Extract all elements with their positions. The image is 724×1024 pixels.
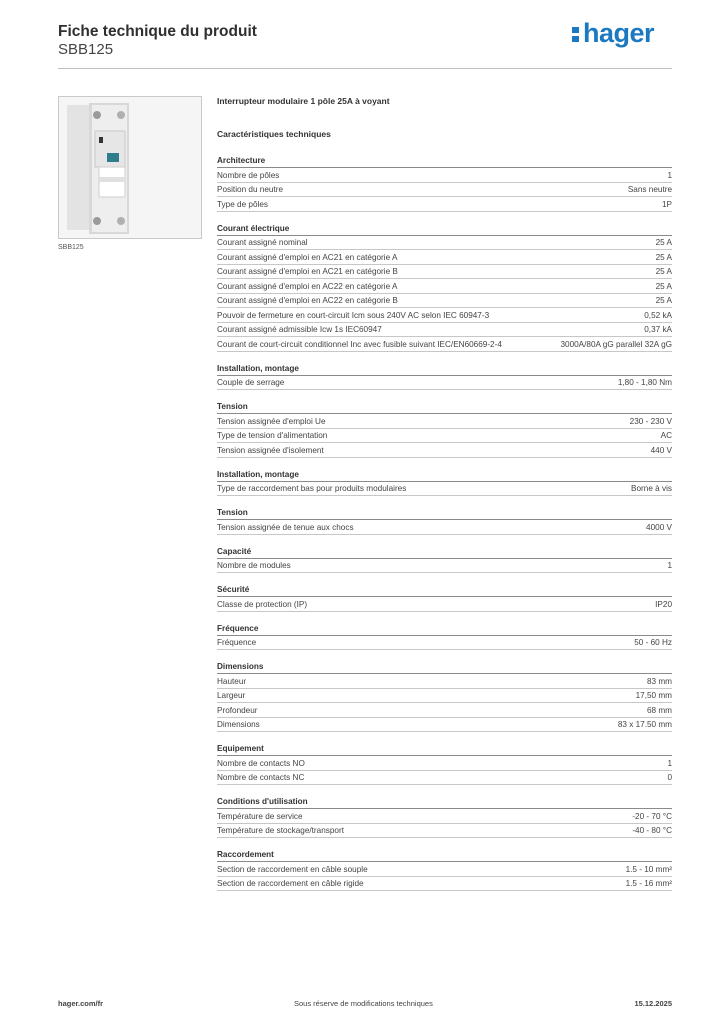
spec-value: 1P — [661, 199, 672, 209]
spec-row — [217, 689, 672, 704]
spec-label: Section de raccordement en câble rigide — [217, 879, 364, 888]
section-title: Architecture — [217, 154, 672, 168]
spec-section — [217, 545, 672, 574]
spec-row — [217, 809, 672, 824]
spec-row — [217, 414, 672, 429]
product-description: Interrupteur modulaire 1 pôle 25A à voyant — [217, 96, 390, 106]
header-divider — [58, 68, 672, 69]
spec-label: Dimensions — [217, 720, 260, 729]
spec-row — [217, 265, 672, 280]
spec-label: Nombre de pôles — [217, 170, 280, 180]
modular-switch-image — [59, 97, 201, 238]
section-title: Courant électrique — [217, 222, 672, 236]
spec-value: AC — [660, 431, 672, 440]
spec-value: 0,52 kA — [644, 310, 672, 320]
spec-label: Température de stockage/transport — [217, 826, 344, 835]
spec-row — [217, 824, 672, 839]
spec-value: 25 A — [655, 238, 672, 247]
spec-value: 50 - 60 Hz — [634, 638, 672, 647]
spec-row — [217, 674, 672, 689]
spec-row — [217, 308, 672, 323]
section-title: Installation, montage — [217, 468, 672, 482]
spec-section — [217, 583, 672, 612]
spec-label: Profondeur — [217, 705, 258, 715]
spec-label: Nombre de contacts NC — [217, 773, 305, 782]
spec-label: Tension assignée d'emploi Ue — [217, 416, 326, 426]
section-title: Fréquence — [217, 622, 672, 636]
section-title: Sécurité — [217, 583, 672, 597]
section-title: Equipement — [217, 742, 672, 756]
hager-logo — [570, 18, 654, 49]
spec-section — [217, 506, 672, 535]
spec-value: 0 — [667, 773, 672, 782]
spec-value: 17,50 mm — [635, 691, 672, 700]
spec-label: Nombre de contacts NO — [217, 758, 305, 768]
logo-text: hager — [582, 18, 654, 48]
spec-value: 3000A/80A gG parallel 32A gG — [560, 339, 672, 349]
spec-section — [217, 660, 672, 732]
section-title: Dimensions — [217, 660, 672, 674]
spec-value: 440 V — [650, 445, 672, 455]
spec-value: 25 A — [655, 267, 672, 276]
spec-value: 1.5 - 16 mm² — [625, 879, 672, 888]
spec-label: Couple de serrage — [217, 378, 285, 387]
spec-value: IP20 — [655, 599, 672, 609]
section-title: Installation, montage — [217, 362, 672, 376]
spec-row — [217, 559, 672, 574]
footer-notice: Sous réserve de modifications techniques — [294, 999, 433, 1008]
spec-section — [217, 622, 672, 651]
page-header — [58, 22, 257, 59]
section-title: Conditions d'utilisation — [217, 795, 672, 809]
spec-section — [217, 222, 672, 352]
spec-value: 0,37 kA — [644, 325, 672, 334]
spec-row — [217, 482, 672, 497]
spec-label: Classe de protection (IP) — [217, 599, 308, 609]
section-title: Capacité — [217, 545, 672, 559]
spec-label: Pouvoir de fermeture en court-circuit Icm sous 240V AC selon IEC 60947-3 — [217, 310, 490, 320]
spec-heading: Caractéristiques techniques — [217, 129, 331, 139]
spec-value: -20 - 70 °C — [632, 811, 672, 821]
spec-row — [217, 294, 672, 309]
product-reference: SBB125 — [58, 41, 114, 58]
page-title: Fiche technique du produit — [58, 23, 257, 40]
spec-row — [217, 337, 672, 352]
spec-label: Tension assignée d'isolement — [217, 445, 324, 455]
spec-row — [217, 376, 672, 391]
spec-row — [217, 756, 672, 771]
spec-section — [217, 400, 672, 458]
logo-dots-icon — [570, 22, 582, 44]
footer-date: 15.12.2025 — [634, 999, 672, 1008]
spec-row — [217, 236, 672, 251]
spec-value: 83 mm — [646, 676, 672, 686]
spec-label: Courant assigné d'emploi en AC22 en catégorie B — [217, 296, 398, 305]
spec-label: Position du neutre — [217, 185, 283, 194]
spec-row — [217, 597, 672, 612]
spec-value: 25 A — [655, 252, 672, 262]
spec-value: Borne à vis — [631, 484, 672, 493]
spec-row — [217, 862, 672, 877]
spec-label: Tension assignée de tenue aux chocs — [217, 522, 354, 532]
spec-label: Section de raccordement en câble souple — [217, 864, 368, 874]
section-title: Tension — [217, 400, 672, 414]
spec-row — [217, 250, 672, 265]
spec-row — [217, 168, 672, 183]
spec-row — [217, 429, 672, 444]
spec-value: 1.5 - 10 mm² — [625, 864, 672, 874]
spec-content — [217, 96, 672, 901]
spec-value: 1,80 - 1,80 Nm — [617, 378, 672, 387]
spec-section — [217, 848, 672, 891]
spec-label: Type de tension d'alimentation — [217, 431, 328, 440]
section-title: Tension — [217, 506, 672, 520]
spec-label: Température de service — [217, 811, 303, 821]
spec-value: 68 mm — [646, 705, 672, 715]
spec-row — [217, 443, 672, 458]
spec-row — [217, 197, 672, 212]
spec-section — [217, 468, 672, 497]
spec-label: Largeur — [217, 691, 246, 700]
section-title: Raccordement — [217, 848, 672, 862]
spec-value: 1 — [667, 561, 672, 570]
spec-label: Fréquence — [217, 638, 257, 647]
spec-value: 1 — [667, 758, 672, 768]
spec-label: Type de pôles — [217, 199, 268, 209]
spec-value: -40 - 80 °C — [632, 826, 672, 835]
spec-section — [217, 362, 672, 391]
spec-label: Courant assigné nominal — [217, 238, 308, 247]
spec-label: Courant assigné d'emploi en AC22 en catégorie A — [217, 281, 398, 291]
spec-row — [217, 520, 672, 535]
spec-row — [217, 279, 672, 294]
spec-value: 1 — [667, 170, 672, 180]
spec-value: Sans neutre — [627, 185, 672, 194]
spec-label: Courant assigné d'emploi en AC21 en catégorie A — [217, 252, 398, 262]
spec-row — [217, 703, 672, 718]
spec-section — [217, 742, 672, 785]
spec-label: Hauteur — [217, 676, 247, 686]
spec-row — [217, 771, 672, 786]
product-image — [58, 96, 202, 239]
spec-sections — [217, 154, 672, 891]
footer-website-link[interactable]: hager.com/fr — [58, 999, 104, 1008]
spec-label: Courant de court-circuit conditionnel Inc avec fusible suivant IEC/EN60669-2-4 — [217, 339, 502, 349]
spec-row — [217, 323, 672, 338]
spec-row — [217, 877, 672, 892]
spec-value: 230 - 230 V — [629, 416, 672, 426]
spec-value: 25 A — [655, 281, 672, 291]
spec-label: Courant assigné d'emploi en AC21 en catégorie B — [217, 267, 398, 276]
spec-value: 83 x 17.50 mm — [617, 720, 672, 729]
spec-label: Nombre de modules — [217, 561, 291, 570]
spec-row — [217, 718, 672, 733]
spec-label: Courant assigné admissible Icw 1s IEC60947 — [217, 325, 382, 334]
image-caption: SBB125 — [58, 244, 84, 251]
spec-section — [217, 154, 672, 212]
spec-label: Type de raccordement bas pour produits modulaires — [217, 484, 407, 493]
spec-value: 4000 V — [646, 522, 672, 532]
spec-row — [217, 636, 672, 651]
spec-section — [217, 795, 672, 838]
spec-row — [217, 183, 672, 198]
spec-value: 25 A — [655, 296, 672, 305]
